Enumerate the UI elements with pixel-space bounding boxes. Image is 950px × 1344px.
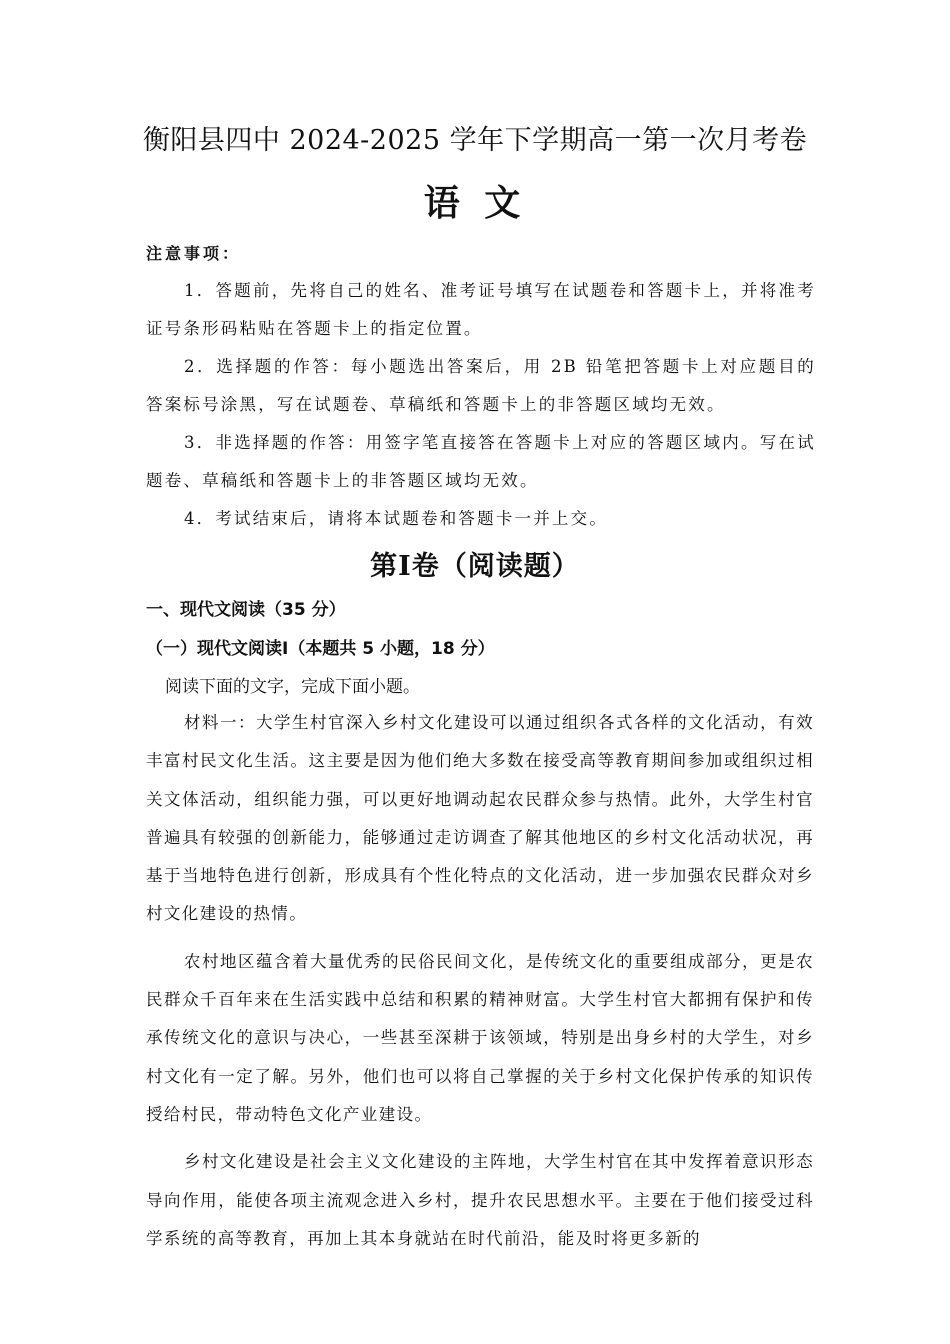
subject-title: 语 文: [423, 182, 527, 224]
note-item: 1．答题前，先将自己的姓名、准考证号填写在试题卷和答题卡上，并将准考证号条形码粘贴在答题卡上的指定位置。: [146, 281, 816, 338]
passage-paragraph: 材料一：大学生村官深入乡村文化建设可以通过组织各式各样的文化活动，有效丰富村民文化生活。这主要是因为他们绝大多数在接受高等教育期间参加或组织过相关文体活动，组织能力强，可以更好地调动起农民群众参与热情。此外，大学生村官普遍具有较强的创新能力，能够通过走访调查了解其他地区的乡村文化活动状况，再基于当地特色进行创新，形成具有个性化特点的文化活动，进一步加强农民群众对乡村文化建设的热情。: [146, 713, 814, 924]
passage-paragraph: 乡村文化建设是社会主义文化建设的主阵地，大学生村官在其中发挥着意识形态导向作用，能使各项主流观念进入乡村，提升农民思想水平。主要在于他们接受过科学系统的高等教育，再加上其本身就站在时代前沿，能及时将更多新的: [146, 1152, 814, 1248]
notes-list: [146, 272, 816, 538]
note-item: 4．考试结束后，请将本试题卷和答题卡一并上交。: [183, 509, 609, 528]
reading-instruction: 阅读下面的文字，完成下面小题。: [165, 677, 420, 697]
note-item: 2．选择题的作答：每小题选出答案后，用 2B 铅笔把答题卡上对应题目的答案标号涂黑，写在试题卷、草稿纸和答题卡上的非答题区域均无效。: [146, 357, 816, 414]
exam-title: 衡阳县四中 2024-2025 学年下学期高一第一次月考卷: [142, 125, 808, 156]
passage-paragraph: 农村地区蕴含着大量优秀的民俗民间文化，是传统文化的重要组成部分，更是农民群众千百年来在生活实践中总结和积累的精神财富。大学生村官大都拥有保护和传承传统文化的意识与决心，一些甚至深耕于该领域，特别是出身乡村的大学生，对乡村文化有一定了解。另外，他们也可以将自己掌握的关于乡村文化保护传承的知识传授给村民，带动特色文化产业建设。: [146, 951, 814, 1124]
notes-heading: 注意事项：: [146, 244, 242, 263]
section-heading: 一、现代文阅读（35 分）: [146, 600, 346, 620]
note-item: 3．非选择题的作答：用签字笔直接答在答题卡上对应的答题区域内。写在试题卷、草稿纸和答题卡上的非答题区域均无效。: [146, 433, 816, 490]
reading-passage: [146, 704, 814, 1258]
volume-title: 第Ⅰ卷（阅读题）: [370, 551, 580, 582]
subsection-heading: （一）现代文阅读Ⅰ（本题共 5 小题，18 分）: [146, 639, 495, 659]
